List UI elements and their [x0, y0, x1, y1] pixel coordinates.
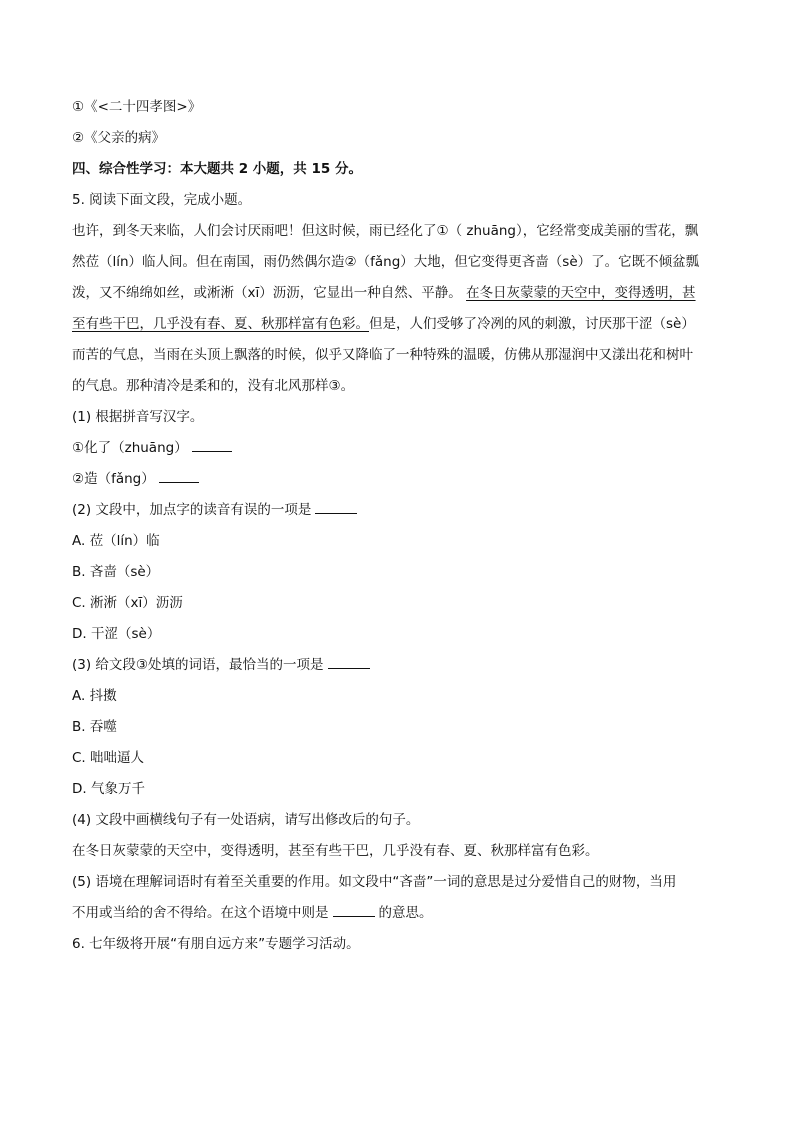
underlined-sentence: 至有些干巴，几乎没有春、夏、秋那样富有色彩。	[72, 316, 369, 332]
passage-line-5: 而苦的气息，当雨在头顶上飘落的时候，似乎又降临了一种特殊的温暖，仿佛从那湿润中又漾出花和树叶	[72, 347, 693, 363]
section-4-heading: 四、综合性学习：本大题共 2 小题，共 15 分。	[72, 161, 362, 177]
question-5-title: 5. 阅读下面文段，完成小题。	[72, 192, 252, 208]
option-d: D. 气象万千	[72, 781, 145, 797]
option-b: B. 吝啬（sè）	[72, 564, 160, 580]
passage-text: 但是，人们受够了冷冽的风的刺激，讨厌那干涩（sè）	[369, 316, 695, 332]
subquestion-5-text: 不用或当给的舍不得给。在这个语境中则是	[72, 905, 329, 921]
answer-blank[interactable]	[315, 497, 357, 514]
reading-passage	[72, 216, 722, 402]
subquestion-5-text-end: 的意思。	[378, 905, 433, 921]
option-b: B. 吞噬	[72, 719, 117, 735]
passage-line-6: 的气息。那种清冷是柔和的，没有北风那样③。	[72, 378, 355, 394]
subquestion-1a	[72, 433, 722, 464]
subquestion-2-text: (2) 文段中，加点字的读音有误的一项是	[72, 502, 312, 518]
option-c: C. 咄咄逼人	[72, 750, 145, 766]
option-a: A. 抖擞	[72, 688, 117, 704]
passage-text: 泼，又不绵绵如丝，或淅淅（xī）沥沥，它显出一种自然、平静。	[72, 285, 462, 301]
subquestion-4-sentence: 在冬日灰蒙蒙的天空中，变得透明，甚至有些干巴，几乎没有春、夏、秋那样富有色彩。	[72, 843, 599, 859]
answer-blank[interactable]	[333, 900, 375, 917]
question-6-title: 6. 七年级将开展“有朋自远方来”专题学习活动。	[72, 936, 360, 952]
document-page	[72, 92, 722, 960]
subquestion-1-prompt: (1) 根据拼音写汉字。	[72, 409, 204, 425]
subquestion-2-prompt	[72, 495, 722, 526]
subquestion-5-line-1: (5) 语境在理解词语时有着至关重要的作用。如文段中“吝啬”一词的意思是过分爱惜自己的财物，当用	[72, 874, 677, 890]
reference-item-2: ②《父亲的病》	[72, 130, 166, 146]
answer-blank[interactable]	[328, 652, 370, 669]
subquestion-1b-text: ②造（fǎng）	[72, 471, 155, 487]
subquestion-3-prompt	[72, 650, 722, 681]
subquestion-1b	[72, 464, 722, 495]
answer-blank[interactable]	[159, 466, 199, 483]
subquestion-4-prompt: (4) 文段中画横线句子有一处语病，请写出修改后的句子。	[72, 812, 420, 828]
option-d: D. 干涩（sè）	[72, 626, 161, 642]
passage-line-3	[72, 278, 722, 309]
subquestion-3-text: (3) 给文段③处填的词语，最恰当的一项是	[72, 657, 324, 673]
passage-line-1: 也许，到冬天来临，人们会讨厌雨吧！但这时候，雨已经化了①（ zhuāng），它经常变成美丽的雪花，飘	[72, 223, 699, 239]
passage-line-4	[72, 309, 722, 340]
subquestion-1a-text: ①化了（zhuāng）	[72, 440, 188, 456]
option-a: A. 莅（lín）临	[72, 533, 160, 549]
underlined-sentence: 在冬日灰蒙蒙的天空中，变得透明，甚	[466, 285, 696, 301]
answer-blank[interactable]	[192, 435, 232, 452]
option-c: C. 淅淅（xī）沥沥	[72, 595, 183, 611]
passage-line-2: 然莅（lín）临人间。但在南国，雨仍然偶尔造②（fǎng）大地，但它变得更吝啬（sè）了。它既不倾盆瓢	[72, 254, 700, 270]
subquestion-5-line-2	[72, 898, 722, 929]
reference-item-1: ①《<二十四孝图>》	[72, 99, 202, 115]
